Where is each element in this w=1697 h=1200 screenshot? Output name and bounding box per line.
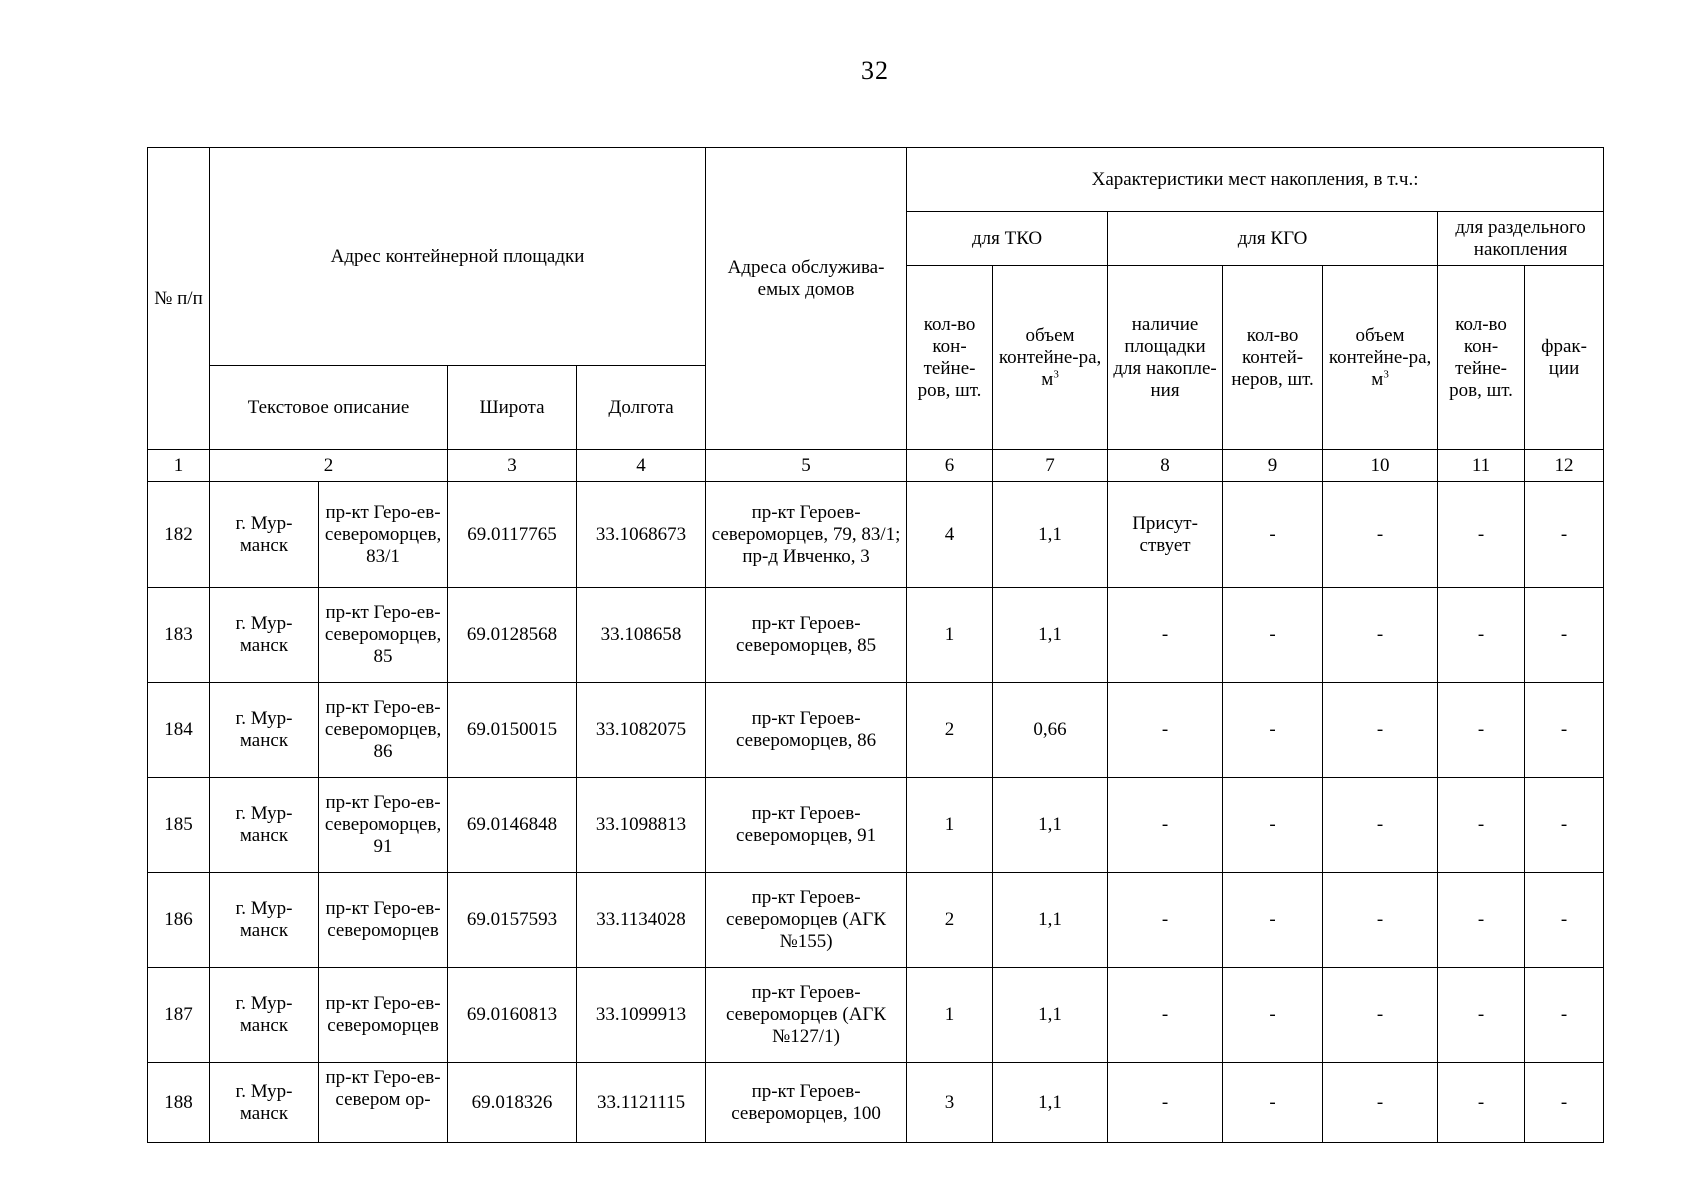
row-tko-volume: 1,1 (993, 968, 1108, 1063)
header-tko-count: кол-во кон-тейне-ров, шт. (907, 266, 993, 450)
row-city: г. Мур-манск (210, 588, 319, 683)
column-number: 7 (993, 450, 1108, 482)
row-served-houses: пр-кт Героев-североморцев, 79, 83/1; пр-д Ивченко, 3 (706, 482, 907, 588)
row-sep-count: - (1438, 588, 1525, 683)
row-longitude: 33.1099913 (577, 968, 706, 1063)
row-kgo-volume: - (1323, 683, 1438, 778)
header-separate-group: для раздельного накопления (1438, 212, 1604, 266)
row-city: г. Мур-манск (210, 482, 319, 588)
row-tko-count: 2 (907, 683, 993, 778)
column-number: 2 (210, 450, 448, 482)
row-kgo-presence: - (1108, 1063, 1223, 1143)
row-kgo-count: - (1223, 873, 1323, 968)
row-street: пр-кт Геро-ев-североморцев, 83/1 (319, 482, 448, 588)
row-tko-count: 1 (907, 588, 993, 683)
row-served-houses: пр-кт Героев-североморцев, 86 (706, 683, 907, 778)
header-latitude: Широта (448, 366, 577, 450)
row-street: пр-кт Геро-ев-севером ор- (319, 1063, 448, 1143)
header-sep-fraction: фрак-ции (1525, 266, 1604, 450)
header-served-text: Адреса обслужива-емых домов (727, 256, 885, 300)
row-tko-volume: 0,66 (993, 683, 1108, 778)
row-number: 188 (148, 1063, 210, 1143)
row-street: пр-кт Геро-ев-североморцев, 85 (319, 588, 448, 683)
column-number: 4 (577, 450, 706, 482)
row-sep-fraction: - (1525, 873, 1604, 968)
row-longitude: 33.1068673 (577, 482, 706, 588)
column-number: 3 (448, 450, 577, 482)
header-kgo-volume-unit: м (1371, 368, 1384, 390)
header-kgo-group: для КГО (1108, 212, 1438, 266)
row-latitude: 69.0160813 (448, 968, 577, 1063)
header-kgo-presence: наличие площадки для накопле-ния (1108, 266, 1223, 450)
row-latitude: 69.0146848 (448, 778, 577, 873)
row-number: 182 (148, 482, 210, 588)
row-kgo-count: - (1223, 1063, 1323, 1143)
row-latitude: 69.018326 (448, 1063, 577, 1143)
table-row (148, 1063, 1604, 1143)
header-served-houses (706, 148, 907, 450)
row-street: пр-кт Геро-ев-североморцев (319, 968, 448, 1063)
row-sep-fraction: - (1525, 588, 1604, 683)
column-number: 1 (148, 450, 210, 482)
row-number: 187 (148, 968, 210, 1063)
row-sep-count: - (1438, 968, 1525, 1063)
row-tko-count: 1 (907, 968, 993, 1063)
table-row (148, 588, 1604, 683)
column-number: 9 (1223, 450, 1323, 482)
header-kgo-volume-text: объем контейне-ра, (1328, 324, 1432, 368)
header-tko-volume-unit: м (1041, 368, 1054, 390)
header-address-group: Адрес контейнерной площадки (210, 148, 706, 366)
row-longitude: 33.1082075 (577, 683, 706, 778)
header-col-num: № п/п (148, 148, 210, 450)
page-number: 32 (861, 56, 889, 85)
column-number: 10 (1323, 450, 1438, 482)
row-number: 186 (148, 873, 210, 968)
row-served-houses: пр-кт Героев-североморцев, 91 (706, 778, 907, 873)
row-kgo-presence: - (1108, 873, 1223, 968)
row-served-houses: пр-кт Героев-североморцев, 100 (706, 1063, 907, 1143)
column-number: 8 (1108, 450, 1223, 482)
row-tko-volume: 1,1 (993, 482, 1108, 588)
row-longitude: 33.108658 (577, 588, 706, 683)
column-number: 6 (907, 450, 993, 482)
row-kgo-presence: Присут-ствует (1108, 482, 1223, 588)
column-number: 5 (706, 450, 907, 482)
row-city: г. Мур-манск (210, 683, 319, 778)
table-row (148, 873, 1604, 968)
container-sites-table (147, 147, 1604, 1143)
row-served-houses: пр-кт Героев-североморцев (АГК №155) (706, 873, 907, 968)
row-tko-count: 3 (907, 1063, 993, 1143)
header-kgo-count: кол-во контей-неров, шт. (1223, 266, 1323, 450)
row-sep-count: - (1438, 683, 1525, 778)
row-kgo-presence: - (1108, 778, 1223, 873)
row-city: г. Мур-манск (210, 873, 319, 968)
header-tko-volume-exp: 3 (1053, 368, 1059, 381)
table-row (148, 968, 1604, 1063)
column-number: 12 (1525, 450, 1604, 482)
header-characteristics-group: Характеристики мест накопления, в т.ч.: (907, 148, 1604, 212)
row-kgo-presence: - (1108, 683, 1223, 778)
row-served-houses: пр-кт Героев-североморцев (АГК №127/1) (706, 968, 907, 1063)
row-sep-count: - (1438, 873, 1525, 968)
row-sep-fraction: - (1525, 778, 1604, 873)
row-kgo-presence: - (1108, 588, 1223, 683)
row-kgo-presence: - (1108, 968, 1223, 1063)
row-city: г. Мур-манск (210, 1063, 319, 1143)
table-row (148, 683, 1604, 778)
row-kgo-count: - (1223, 683, 1323, 778)
row-longitude: 33.1098813 (577, 778, 706, 873)
header-text-description: Текстовое описание (210, 366, 448, 450)
row-tko-volume: 1,1 (993, 778, 1108, 873)
row-latitude: 69.0150015 (448, 683, 577, 778)
row-latitude: 69.0117765 (448, 482, 577, 588)
row-tko-volume: 1,1 (993, 873, 1108, 968)
row-kgo-count: - (1223, 482, 1323, 588)
row-street: пр-кт Геро-ев-североморцев (319, 873, 448, 968)
row-sep-fraction: - (1525, 683, 1604, 778)
row-tko-count: 4 (907, 482, 993, 588)
row-tko-count: 1 (907, 778, 993, 873)
row-sep-count: - (1438, 1063, 1525, 1143)
header-tko-volume-text: объем контейне-ра, (998, 324, 1102, 368)
table-row (148, 778, 1604, 873)
row-kgo-count: - (1223, 968, 1323, 1063)
row-kgo-volume: - (1323, 482, 1438, 588)
row-kgo-count: - (1223, 778, 1323, 873)
row-sep-fraction: - (1525, 482, 1604, 588)
column-numbers-row (148, 450, 1604, 482)
header-kgo-volume (1323, 266, 1438, 450)
row-served-houses: пр-кт Героев-североморцев, 85 (706, 588, 907, 683)
row-tko-count: 2 (907, 873, 993, 968)
column-number: 11 (1438, 450, 1525, 482)
header-row-1 (148, 148, 1604, 212)
header-tko-group: для ТКО (907, 212, 1108, 266)
row-longitude: 33.1121115 (577, 1063, 706, 1143)
row-city: г. Мур-манск (210, 968, 319, 1063)
row-sep-count: - (1438, 482, 1525, 588)
row-tko-volume: 1,1 (993, 588, 1108, 683)
row-kgo-volume: - (1323, 873, 1438, 968)
row-longitude: 33.1134028 (577, 873, 706, 968)
row-sep-count: - (1438, 778, 1525, 873)
row-sep-fraction: - (1525, 968, 1604, 1063)
row-kgo-volume: - (1323, 1063, 1438, 1143)
row-city: г. Мур-манск (210, 778, 319, 873)
row-kgo-volume: - (1323, 968, 1438, 1063)
header-kgo-volume-exp: 3 (1383, 368, 1389, 381)
row-latitude: 69.0128568 (448, 588, 577, 683)
row-number: 185 (148, 778, 210, 873)
row-kgo-volume: - (1323, 778, 1438, 873)
row-latitude: 69.0157593 (448, 873, 577, 968)
row-tko-volume: 1,1 (993, 1063, 1108, 1143)
row-kgo-count: - (1223, 588, 1323, 683)
row-number: 183 (148, 588, 210, 683)
row-number: 184 (148, 683, 210, 778)
row-street: пр-кт Геро-ев-североморцев, 91 (319, 778, 448, 873)
row-kgo-volume: - (1323, 588, 1438, 683)
table-row (148, 482, 1604, 588)
row-street: пр-кт Геро-ев-североморцев, 86 (319, 683, 448, 778)
row-sep-fraction: - (1525, 1063, 1604, 1143)
header-sep-count: кол-во кон-тейне-ров, шт. (1438, 266, 1525, 450)
header-longitude: Долгота (577, 366, 706, 450)
header-tko-volume (993, 266, 1108, 450)
